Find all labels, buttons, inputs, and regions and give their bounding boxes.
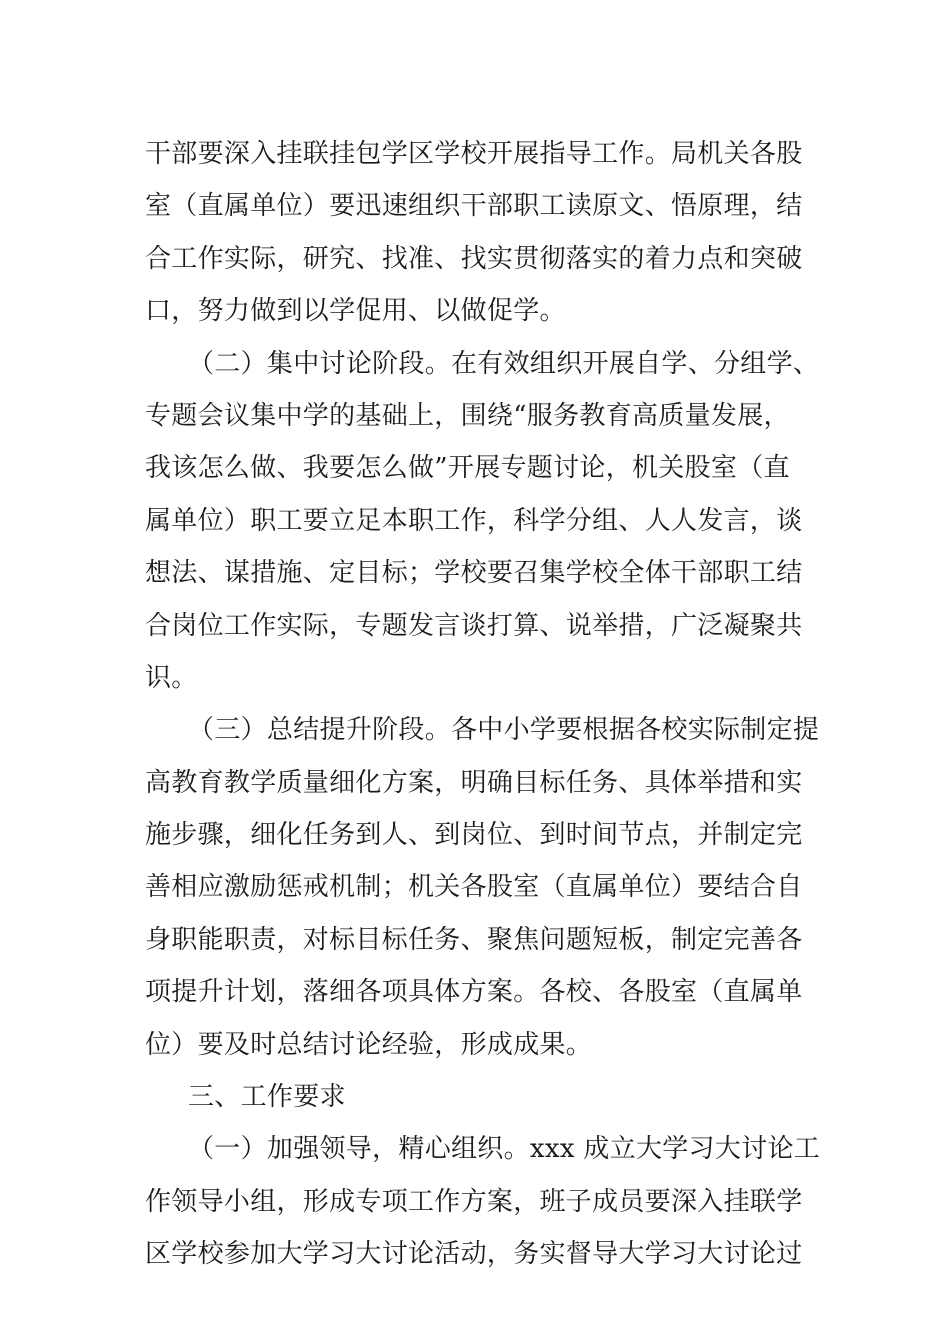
text-line: 合工作实际，研究、找准、找实贯彻落实的着力点和突破 bbox=[145, 243, 803, 274]
text-line: 善相应激励惩戒机制；机关各股室（直属单位）要结合自 bbox=[145, 872, 803, 903]
text-line: 属单位）职工要立足本职工作，科学分组、人人发言，谈 bbox=[145, 505, 803, 536]
text-line: 身职能职责，对标目标任务、聚焦问题短板，制定完善各 bbox=[145, 924, 803, 955]
text-line: 合岗位工作实际，专题发言谈打算、说举措，广泛凝聚共 bbox=[145, 610, 803, 641]
paragraph-start-line: （三）总结提升阶段。各中小学要根据各校实际制定提 bbox=[188, 715, 820, 746]
text-line: 高教育教学质量细化方案，明确目标任务、具体举措和实 bbox=[145, 767, 803, 798]
text-line: 室（直属单位）要迅速组织干部职工读原文、悟原理，结 bbox=[145, 191, 803, 222]
text-line: 口，努力做到以学促用、以做促学。 bbox=[145, 296, 566, 327]
text-line: 想法、谋措施、定目标；学校要召集学校全体干部职工结 bbox=[145, 558, 803, 589]
section-heading: 三、工作要求 bbox=[188, 1082, 346, 1113]
text-line: 专题会议集中学的基础上，围绕“服务教育高质量发展， bbox=[145, 400, 790, 431]
text-line: 我该怎么做、我要怎么做”开展专题讨论，机关股室（直 bbox=[145, 453, 790, 484]
paragraph-start-line: （一）加强领导，精心组织。xxx 成立大学习大讨论工 bbox=[188, 1134, 821, 1165]
text-line: 作领导小组，形成专项工作方案，班子成员要深入挂联学 bbox=[145, 1186, 803, 1217]
paragraph-start-line: （二）集中讨论阶段。在有效组织开展自学、分组学、 bbox=[188, 348, 820, 379]
text-line: 干部要深入挂联挂包学区学校开展指导工作。局机关各股 bbox=[145, 139, 803, 169]
text-line: 识。 bbox=[145, 662, 198, 693]
text-line: 项提升计划，落细各项具体方案。各校、各股室（直属单 bbox=[145, 977, 803, 1008]
body-text bbox=[145, 128, 821, 1281]
text-line: 施步骤，细化任务到人、到岗位、到时间节点，并制定完 bbox=[145, 820, 803, 851]
text-line: 区学校参加大学习大讨论活动，务实督导大学习大讨论过 bbox=[145, 1239, 803, 1270]
text-line: 位）要及时总结讨论经验，形成成果。 bbox=[145, 1029, 593, 1060]
